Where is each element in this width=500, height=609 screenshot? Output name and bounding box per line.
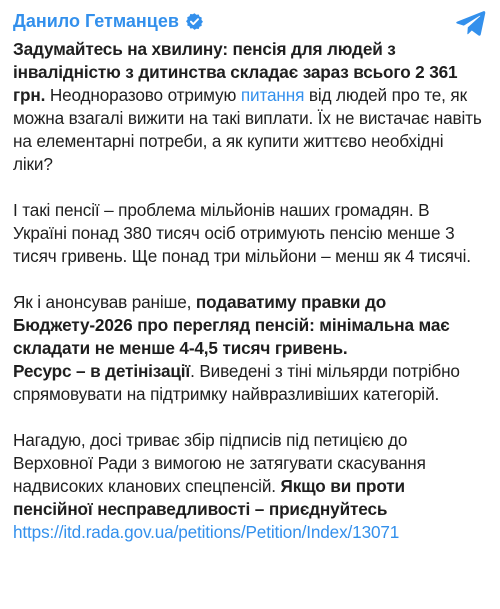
channel-author-name[interactable]: Данило Гетманцев	[13, 10, 179, 31]
amendments-bold: подаватиму правки до Бюджету-2026 про перегляд пенсій: мінімальна має складати не менше 4-4,5 тисяч гривень.	[13, 292, 450, 358]
join-call-bold: Якщо ви проти пенсійної несправедливості – приєднуйтесь	[13, 476, 405, 519]
paragraph-text: І такі пенсії – проблема мільйонів наших громадян. В Україні понад 380 тисяч осіб отримують пенсію менше 3 тисяч гривень. Ще понад три мільйони – менш як 4 тисячі.	[13, 200, 471, 266]
paragraph-text: Як і анонсував раніше,	[13, 292, 196, 312]
paragraph-text: . Виведені з тіні мільярди потрібно спрямовувати на підтримку найвразливіших категорій.	[13, 361, 460, 404]
telegram-logo-icon[interactable]	[456, 10, 486, 36]
paragraph-text: Нагадую, досі триває збір підписів під петицією до Верховної Ради з вимогою не затягувати скасування надвисоких кланових спецпенсій.	[13, 430, 426, 496]
verified-badge-icon	[185, 12, 204, 31]
paragraph-4	[13, 429, 486, 544]
paragraph-2	[13, 199, 486, 268]
paragraph-1	[13, 38, 486, 176]
paragraph-text: Неодноразово отримую	[45, 85, 241, 105]
questions-link[interactable]: питання	[240, 85, 305, 105]
post-header	[13, 8, 486, 34]
headline-bold: Задумайтесь на хвилину: пенсія для людей з інвалідністю з дитинства складає зараз всього 2 361 грн.	[13, 39, 458, 105]
paragraph-text: від людей про те, як можна взагалі вижити на такі виплати. Їх не вистачає навіть на елементарні потреби, а як купити життєво необхідні ліки?	[13, 85, 482, 174]
petition-link[interactable]: https://itd.rada.gov.ua/petitions/Petition/Index/13071	[13, 522, 400, 542]
paragraph-3	[13, 291, 486, 406]
resource-bold: Ресурс – в детінізації	[13, 361, 191, 381]
post-body	[13, 38, 486, 544]
